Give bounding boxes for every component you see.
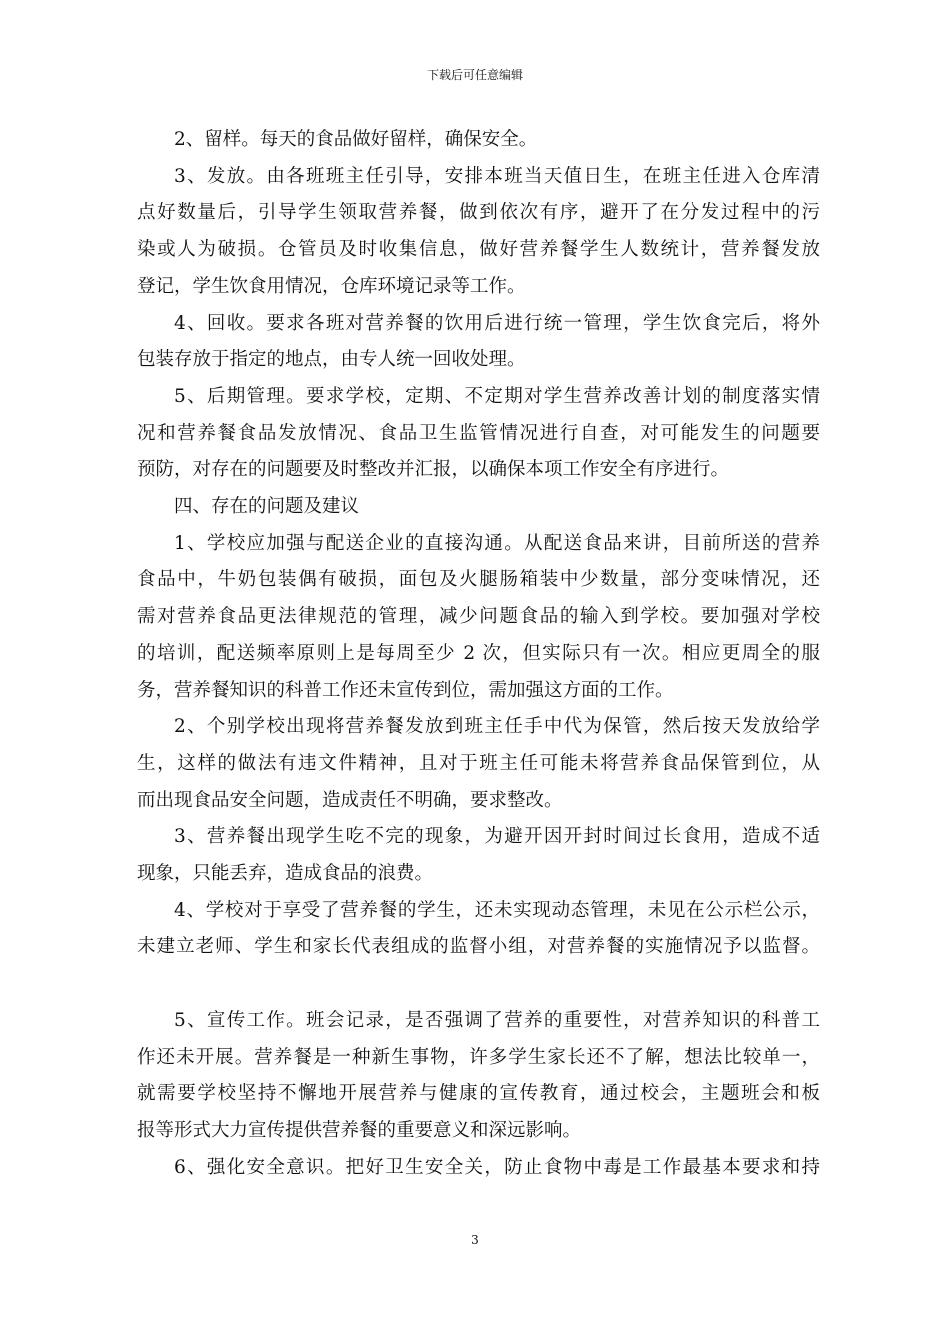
text-line: 需对营养食品更法律规范的管理，减少问题食品的输入到学校。要加强对学校 <box>137 606 820 628</box>
text-line: 的培训，配送频率原则上是每周至少 2 次，但实际只有一次。相应更周全的服 <box>137 642 820 664</box>
text-line: 而出现食品安全问题，造成责任不明确，要求整改。 <box>137 789 563 811</box>
paragraph <box>137 306 820 379</box>
paragraph <box>137 122 820 159</box>
text-line: 包装存放于指定的地点，由专人统一回收处理。 <box>137 349 526 371</box>
page-number: 3 <box>471 1233 479 1247</box>
paragraph <box>137 379 820 489</box>
paragraph <box>137 893 820 966</box>
text-line: 2、留样。每天的食品做好留样，确保安全。 <box>174 129 538 150</box>
text-line: 点好数量后，引导学生领取营养餐，做到依次有序，避开了在分发过程中的污 <box>137 202 820 224</box>
text-line: 务，营养餐知识的科普工作还未宣传到位，需加强这方面的工作。 <box>137 679 674 701</box>
text-line: 1、学校应加强与配送企业的直接沟通。从配送食品来讲，目前所送的营养 <box>174 532 820 554</box>
text-line: 5、宣传工作。班会记录，是否强调了营养的重要性，对营养知识的科普工 <box>174 1009 820 1031</box>
blank-line <box>137 966 820 1003</box>
paragraph <box>137 159 820 306</box>
text-line: 3、发放。由各班班主任引导，安排本班当天值日生，在班主任进入仓库清 <box>174 165 820 187</box>
text-line: 食品中，牛奶包装偶有破损，面包及火腿肠箱装中少数量，部分变味情况，还 <box>137 569 820 591</box>
text-line: 6、强化安全意识。把好卫生安全关，防止食物中毒是工作最基本要求和持 <box>174 1156 820 1178</box>
paragraph <box>137 1150 820 1187</box>
text-line: 就需要学校坚持不懈地开展营养与健康的宣传教育，通过校会，主题班会和板 <box>137 1083 820 1105</box>
text-line: 2、个别学校出现将营养餐发放到班主任手中代为保管，然后按天发放给学 <box>174 716 820 738</box>
text-line: 作还未开展。营养餐是一种新生事物，许多学生家长还不了解，想法比较单一， <box>137 1046 820 1068</box>
text-line: 报等形式大力宣传提供营养餐的重要意义和深远影响。 <box>137 1119 582 1141</box>
paragraph <box>137 526 820 710</box>
paragraph <box>137 819 820 892</box>
text-line: 现象，只能丢弃，造成食品的浪费。 <box>137 863 434 885</box>
text-line: 5、后期管理。要求学校，定期、不定期对学生营养改善计划的制度落实情 <box>174 385 820 407</box>
paragraph <box>137 1003 820 1150</box>
text-line: 3、营养餐出现学生吃不完的现象，为避开因开封时间过长食用，造成不适 <box>174 826 820 848</box>
text-line: 预防，对存在的问题要及时整改并汇报，以确保本项工作安全有序进行。 <box>137 459 730 481</box>
text-line: 况和营养餐食品发放情况、食品卫生监管情况进行自查，对可能发生的问题要 <box>137 422 820 444</box>
text-line: 生，这样的做法有违文件精神，且对于班主任可能未将营养食品保管到位，从 <box>137 752 820 774</box>
section-heading <box>137 489 820 526</box>
page-header: 下载后可任意编辑 <box>426 68 523 82</box>
text-line: 染或人为破损。仓管员及时收集信息，做好营养餐学生人数统计，营养餐发放 <box>137 239 820 261</box>
text-line: 四、存在的问题及建议 <box>174 496 360 518</box>
text-line: 4、回收。要求各班对营养餐的饮用后进行统一管理，学生饮食完后，将外 <box>174 312 820 334</box>
text-line: 未建立老师、学生和家长代表组成的监督小组，对营养餐的实施情况予以监督。 <box>137 936 820 958</box>
text-line: 登记，学生饮食用情况，仓库环境记录等工作。 <box>137 275 526 297</box>
text-line: 4、学校对于享受了营养餐的学生，还未实现动态管理，未见在公示栏公示， <box>174 899 820 921</box>
document-body <box>137 122 820 1186</box>
paragraph <box>137 709 820 819</box>
